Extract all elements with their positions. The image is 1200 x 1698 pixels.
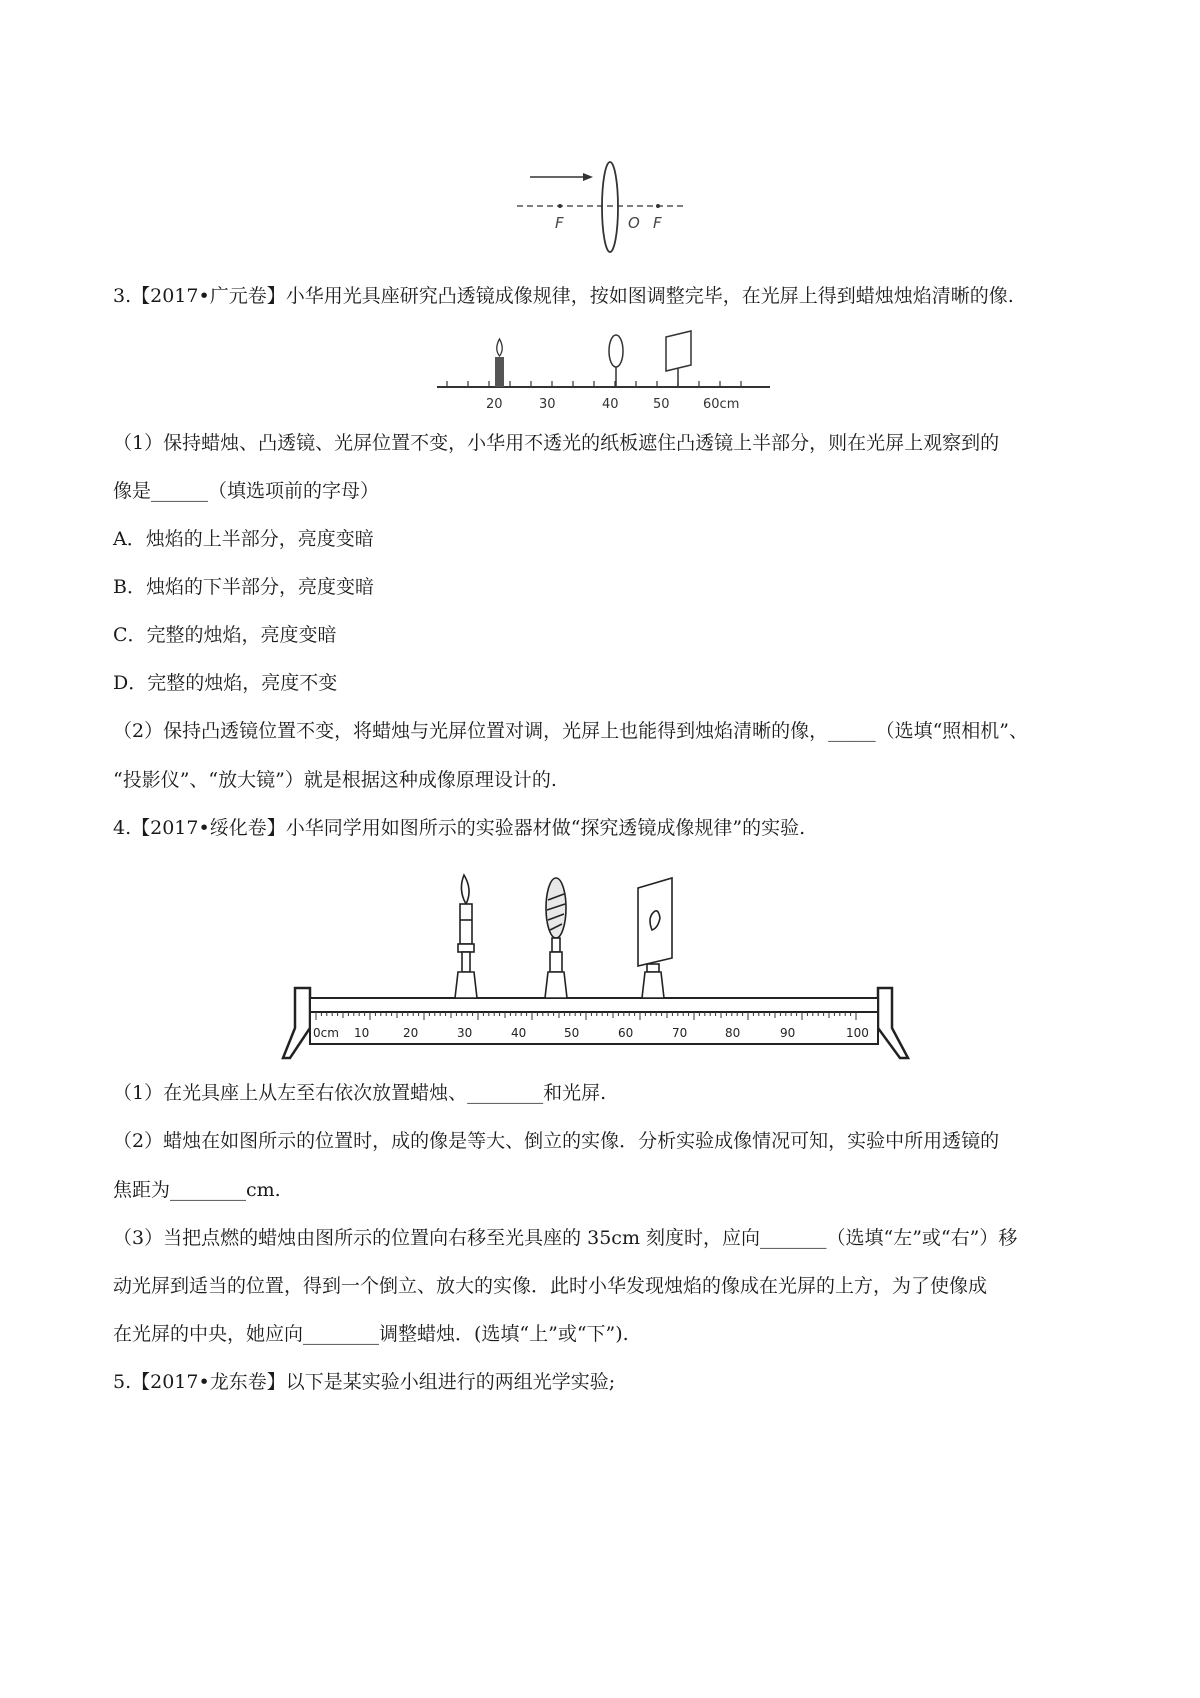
q3-option-d: D．完整的烛焰，亮度不变 [113, 672, 338, 694]
optical-bench-figure-q4 [280, 870, 920, 1060]
light-screen-q3 [666, 331, 691, 387]
convex-lens-q3 [609, 335, 623, 387]
bench-left-leg [283, 988, 310, 1058]
q3-option-b: B．烛焰的下半部分，亮度变暗 [113, 576, 374, 598]
tick-label-50: 50 [653, 397, 670, 412]
convex-lens [602, 162, 618, 252]
q3-stem: 3.【2017•广元卷】小华用光具座研究凸透镜成像规律，按如图调整完毕，在光屏上得到蜡烛烛焰清晰的像. [113, 285, 1014, 307]
ruler-label-60: 60 [618, 1026, 634, 1040]
ruler-label-90: 90 [780, 1026, 796, 1040]
focus-point-left [558, 204, 562, 208]
q3-part2-line2: “投影仪”、“放大镜”）就是根据这种成像原理设计的. [113, 769, 557, 791]
convex-lens-holder [545, 878, 567, 998]
q4-part3-line1: （3）当把点燃的蜡烛由图所示的位置向右移至光具座的 35cm 刻度时，应向_______（选填“左”或“右”）移 [113, 1227, 1018, 1249]
tick-label-40: 40 [602, 397, 619, 412]
light-screen-holder [638, 878, 672, 998]
q4-part1: （1）在光具座上从左至右依次放置蜡烛、________和光屏. [113, 1082, 607, 1104]
tick-label-20: 20 [486, 397, 503, 412]
ruler-label-10: 10 [354, 1026, 370, 1040]
optical-bench-figure-q3 [435, 325, 780, 417]
q3-part1-line2: 像是______（填选项前的字母） [113, 480, 380, 502]
ruler-label-80: 80 [725, 1026, 741, 1040]
lens-ray-diagram [515, 160, 690, 260]
q3-option-c: C．完整的烛焰，亮度变暗 [113, 624, 337, 646]
tick-label-60cm: 60cm [703, 397, 740, 412]
ruler-label-100: 100 [846, 1026, 869, 1040]
label-f-left: F [555, 214, 564, 232]
bench-rail-top [310, 998, 878, 1012]
q3-part2-line1: （2）保持凸透镜位置不变，将蜡烛与光屏位置对调，光屏上也能得到烛焰清晰的像，_____（选填“照相机”、 [113, 720, 1029, 742]
q3-option-a: A．烛焰的上半部分，亮度变暗 [113, 528, 374, 550]
ruler-label-40: 40 [511, 1026, 527, 1040]
label-o: O [628, 214, 640, 232]
bench-right-leg [878, 988, 908, 1058]
q4-part3-line3: 在光屏的中央，她应向________调整蜡烛．(选填“上”或“下”). [113, 1323, 629, 1345]
ruler-label-30: 30 [457, 1026, 473, 1040]
ruler-label-50: 50 [564, 1026, 580, 1040]
ruler-label-0cm: 0cm [313, 1026, 339, 1040]
focus-point-right [656, 204, 660, 208]
candle [495, 339, 504, 387]
label-f-right: F [653, 214, 662, 232]
q5-stem: 5.【2017•龙东卷】以下是某实验小组进行的两组光学实验; [113, 1371, 616, 1393]
q4-stem: 4.【2017•绥化卷】小华同学用如图所示的实验器材做“探究透镜成像规律”的实验. [113, 817, 806, 839]
ruler-label-70: 70 [672, 1026, 688, 1040]
tick-label-30: 30 [539, 397, 556, 412]
q4-part2-line2: 焦距为________cm. [113, 1179, 281, 1201]
ruler-label-20: 20 [403, 1026, 419, 1040]
ray-arrowhead [583, 173, 593, 181]
q3-part1-line1: （1）保持蜡烛、凸透镜、光屏位置不变，小华用不透光的纸板遮住凸透镜上半部分，则在光屏上观察到的 [113, 432, 1000, 454]
q4-part2-line1: （2）蜡烛在如图所示的位置时，成的像是等大、倒立的实像．分析实验成像情况可知，实验中所用透镜的 [113, 1130, 1000, 1152]
q4-part3-line2: 动光屏到适当的位置，得到一个倒立、放大的实像．此时小华发现烛焰的像成在光屏的上方，为了使像成 [113, 1275, 988, 1297]
candle-holder [455, 875, 477, 998]
